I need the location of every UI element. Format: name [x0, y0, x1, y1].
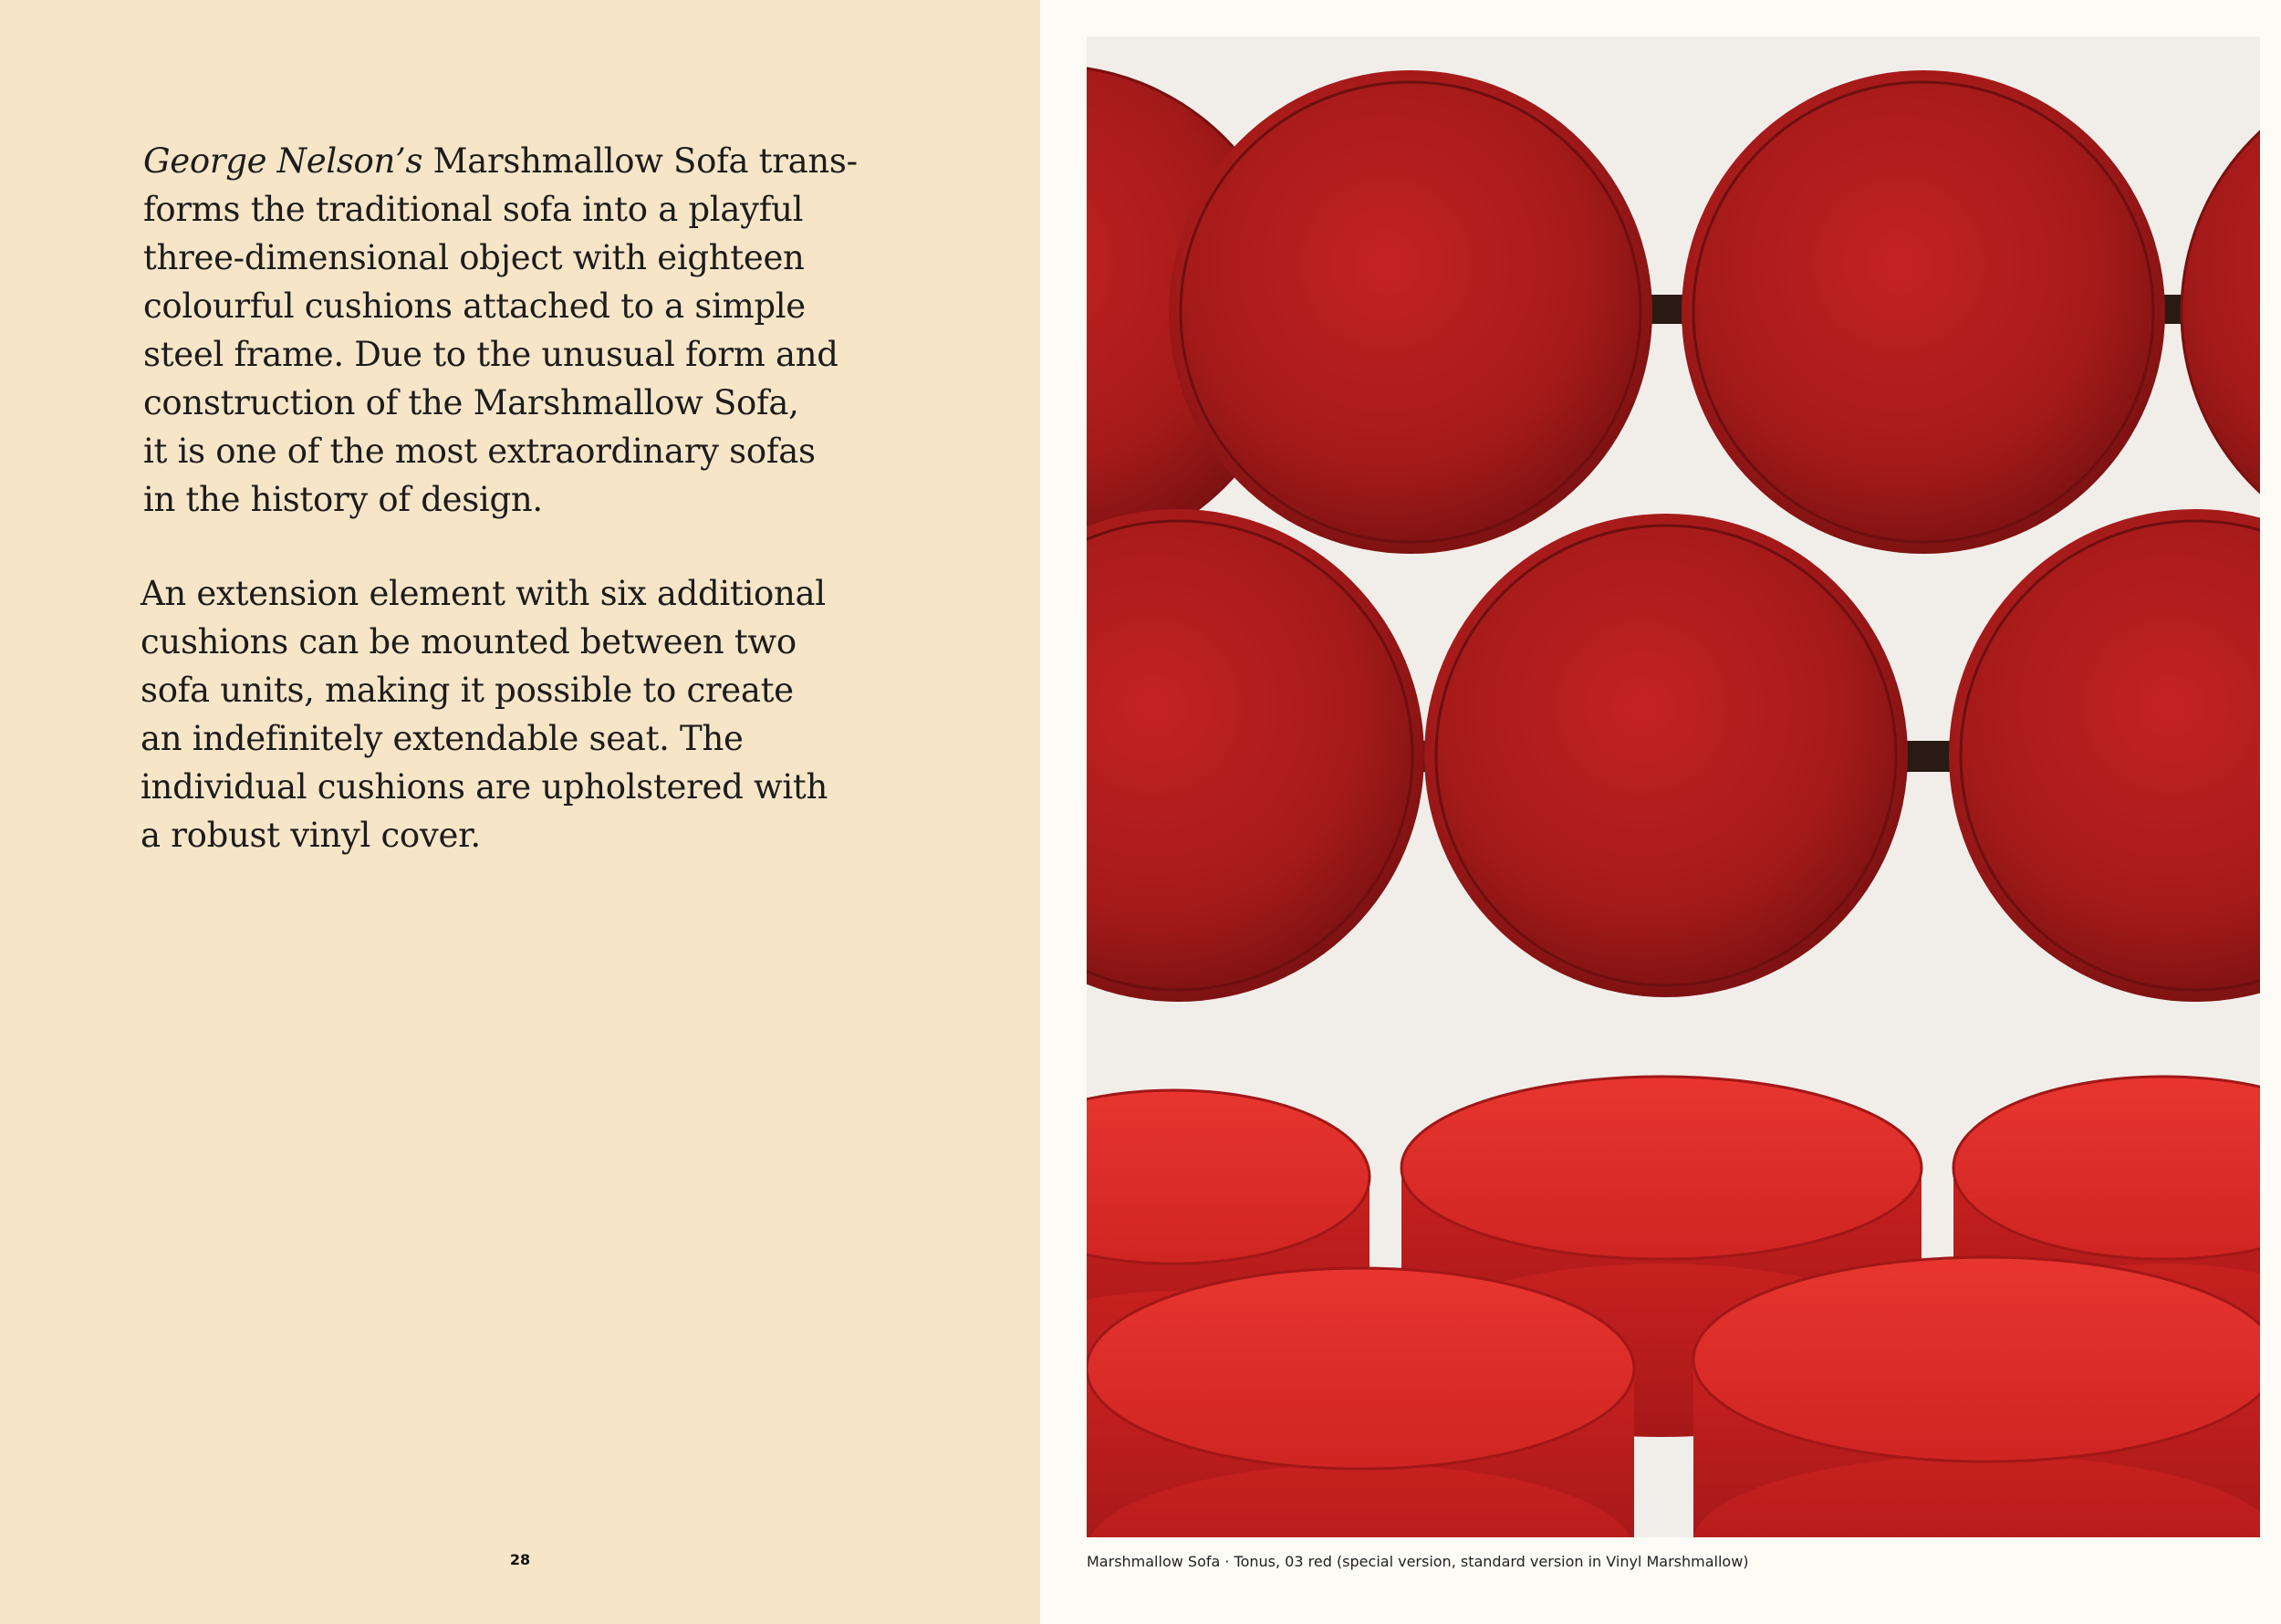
text-line-rest: Marshmallow Sofa trans- [422, 141, 858, 181]
seat-cushion [1087, 1268, 1634, 1537]
text-line: colourful cushions attached to a simple [143, 286, 806, 326]
photo-caption: Marshmallow Sofa · Tonus, 03 red (special version, standard version in Vinyl Marshmallow) [1087, 1553, 1749, 1570]
marshmallow-sofa-photo [1087, 36, 2260, 1537]
text-line: steel frame. Due to the unusual form and [143, 335, 838, 374]
back-cushion [1169, 70, 1652, 554]
text-line [143, 137, 864, 185]
text-line: sofa units, making it possible to create [141, 671, 794, 710]
text-line: forms the traditional sofa into a playful [143, 190, 804, 229]
back-cushion [1682, 70, 2165, 554]
extension-paragraph [141, 569, 861, 859]
text-line: construction of the Marshmallow Sofa, [143, 383, 799, 422]
text-line: an indefinitely extendable seat. The [141, 719, 744, 758]
text-line: a robust vinyl cover. [141, 816, 481, 855]
text-line: cushions can be mounted between two [141, 622, 797, 661]
intro-paragraph [143, 137, 864, 524]
back-cushion [1424, 514, 1908, 997]
page-number: 28 [509, 1551, 531, 1568]
designer-name: George Nelson’s [143, 141, 423, 181]
text-line: in the history of design. [143, 480, 543, 519]
seat-cushion [1693, 1257, 2260, 1537]
text-line: three-dimensional object with eighteen [143, 238, 805, 277]
text-line: individual cushions are upholstered with [141, 767, 828, 807]
text-line: it is one of the most extraordinary sofas [143, 432, 816, 471]
text-line: An extension element with six additional [141, 574, 826, 613]
left-page [0, 0, 1040, 1624]
